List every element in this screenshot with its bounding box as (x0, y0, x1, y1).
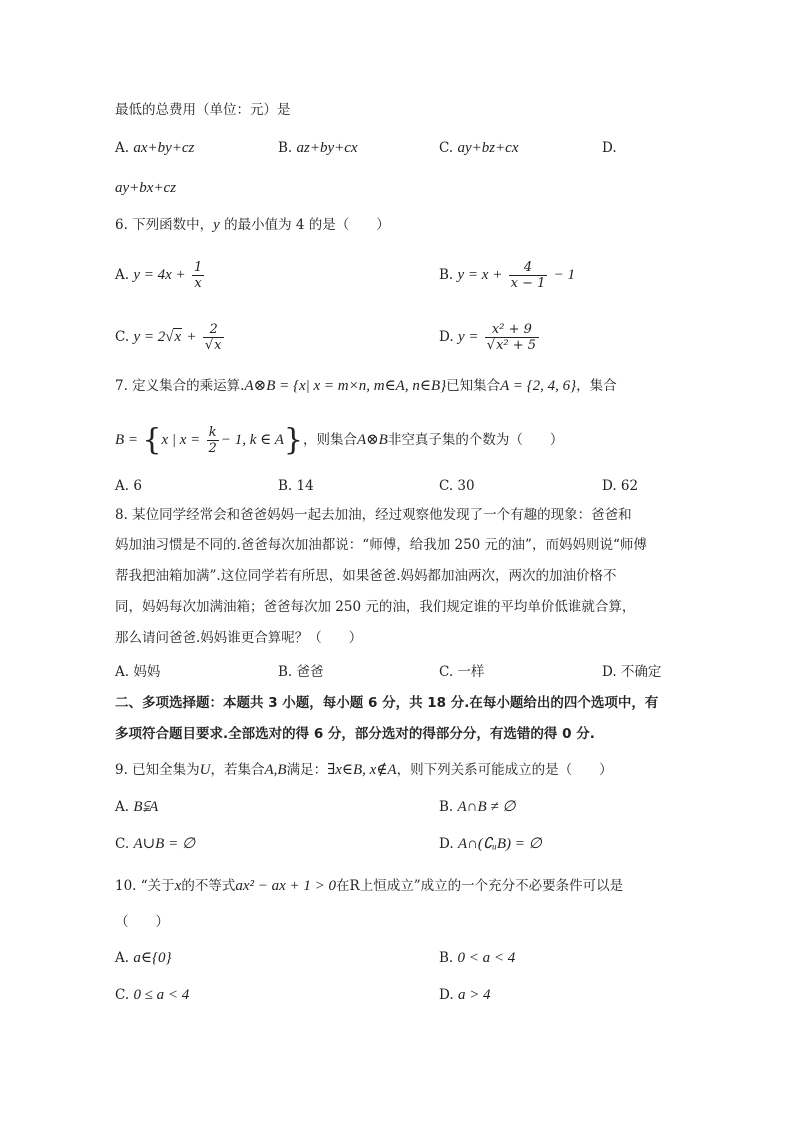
section2-instructions-line2: 多项符合题目要求.全部选对的得 6 分，部分选对的得部分分，有选错的得 0 分. (115, 726, 595, 742)
q9-stem-mid: ，若集合 (210, 762, 265, 778)
q9-option-b (439, 797, 515, 817)
q5-option-d-expr: ay+bx+cz (115, 180, 177, 196)
q6-stem-pre: 6. 下列函数中， (115, 217, 214, 233)
q9-option-b-expr: A∩B ≠ ∅ (457, 799, 516, 815)
q7-stem-line1 (115, 376, 617, 396)
q6-option-c-radicand: x (174, 329, 182, 345)
q10-option-d-label: D. (439, 987, 454, 1003)
q7-set-b-lhs: B = (115, 432, 139, 448)
q6-option-c-plus: + (186, 329, 197, 345)
q5-option-b (278, 138, 358, 158)
q6-option-b-num: 4 (523, 260, 533, 275)
q9-condition: ∃x∈B, x∉A (327, 762, 397, 778)
q10-option-a-label: A. (115, 950, 130, 966)
q6-option-a-fraction (192, 260, 204, 291)
q8-line-3: 帮我把油箱加满”.这位同学若有所思，如果爸爸.妈妈都加油两次，两次的加油价格不 (115, 568, 617, 584)
q6-option-d-label: D. (439, 329, 454, 345)
q6-option-d (439, 322, 541, 353)
q5-option-a-expr: ax+by+cz (133, 140, 195, 156)
q10-option-d-expr: a > 4 (457, 987, 491, 1003)
q7-set-b-tail: − 1, k ∈ A (220, 432, 284, 448)
q10-var: x (174, 878, 182, 894)
q6-option-c-lhs: y = 2 (133, 329, 166, 345)
q7-set-b-den: 2 (208, 441, 217, 456)
q9-option-d-label: D. (439, 836, 454, 852)
q7-stem-mid: 已知集合 (446, 378, 501, 394)
q5-option-b-label: B. (278, 140, 293, 156)
q10-option-c-expr: 0 ≤ a < 4 (133, 987, 190, 1003)
q9-stem (115, 760, 613, 780)
q7-option-d: D. 62 (602, 478, 639, 494)
q6-option-c-den: x (214, 338, 222, 353)
q8-line-4: 同，妈妈每次加满油箱；爸爸每次加 250 元的油，我们规定谁的平均单价低谁就合算， (115, 599, 636, 615)
q10-option-b-expr: 0 < a < 4 (457, 950, 516, 966)
q5-option-b-expr: az+by+cx (296, 140, 358, 156)
q5-option-c-expr: ay+bz+cx (457, 140, 519, 156)
q7-option-b: B. 14 (278, 478, 314, 494)
q7-definition: A⊗B = {x| x = m×n, m∈A, n∈B} (244, 378, 447, 394)
q6-option-c-fraction: $\frac{2}{√x}$ (203, 322, 225, 353)
q6-option-d-fraction: $\frac{\text{x² + 9}}{\text{√x² + 5}}$ (485, 322, 539, 353)
q6-stem-var: y (213, 217, 220, 233)
q7-set-b-fraction (207, 425, 219, 456)
q9-stem-mid2: 满足： (286, 762, 328, 778)
q9-option-b-label: B. (439, 799, 454, 815)
q10-option-d (439, 985, 491, 1005)
q6-option-c-label: C. (115, 329, 130, 345)
q6-option-b (439, 260, 575, 291)
q7-set-b-num: k (208, 425, 217, 440)
q5-option-d-label: D. (602, 140, 617, 156)
q9-option-a-label: A. (115, 799, 130, 815)
q7-line2-post: ，则集合 (302, 432, 357, 448)
q5-option-c (439, 138, 519, 158)
q9-option-c-expr: A∪B = ∅ (133, 836, 196, 852)
q9-option-d (439, 834, 542, 854)
q10-option-a (115, 948, 171, 968)
q5-option-a (115, 138, 194, 158)
q9-option-c-label: C. (115, 836, 130, 852)
q7-stem-post: ，集合 (576, 378, 617, 394)
q9-option-a (115, 797, 158, 817)
q6-option-a (115, 260, 206, 291)
q9-option-a-expr: B⫋A (133, 799, 159, 815)
q6-option-a-num: 1 (193, 260, 203, 275)
q8-line-2: 妈加油习惯是不同的.爸爸每次加油都说：“师傅，给我加 250 元的油”，而妈妈则说“师傅 (115, 537, 647, 553)
q8-option-d: D. 不确定 (602, 664, 662, 680)
q6-stem (115, 215, 390, 235)
q6-option-a-lhs: y = 4x + (133, 267, 186, 283)
q8-option-c: C. 一样 (439, 664, 485, 680)
q6-stem-post: 的最小值为 4 的是（ ） (219, 217, 390, 233)
q7-set-a: A = {2, 4, 6} (500, 378, 577, 394)
q7-option-c: C. 30 (439, 478, 475, 494)
q10-option-a-expr: a∈{0} (133, 950, 172, 966)
q6-option-c: C. y = 2√x + $\frac{2}{√x}$ (115, 322, 226, 353)
q8-option-a: A. 妈妈 (115, 664, 161, 680)
q9-option-d-expr: A∩(∁ᵤB) = ∅ (457, 836, 542, 852)
q10-option-c-label: C. (115, 987, 130, 1003)
q7-product: A⊗B (356, 432, 388, 448)
q10-inequality: ax² − ax + 1 > 0 (235, 878, 337, 894)
q7-stem-pre: 7. 定义集合的乘运算. (115, 378, 245, 394)
q10-option-b (439, 948, 515, 968)
q5-option-a-label: A. (115, 140, 130, 156)
q10-option-c (115, 985, 189, 1005)
q8-line-1: 8. 某位同学经常会和爸爸妈妈一起去加油，经过观察他发现了一个有趣的现象：爸爸和 (115, 507, 632, 523)
section2-instructions-line1: 二、多项选择题：本题共 3 小题，每小题 6 分，共 18 分.在每小题给出的四个选项中，有 (115, 695, 659, 711)
q8-option-b: B. 爸爸 (278, 664, 324, 680)
q7-option-a: A. 6 (115, 478, 142, 494)
q6-option-b-label: B. (439, 267, 454, 283)
q10-stem-pre: 10. “关于 (115, 878, 175, 894)
q10-stem-post: 在R上恒成立”成立的一个充分不必要条件可以是 (336, 878, 624, 894)
q7-line2-end: 非空真子集的个数为（ ） (387, 432, 564, 448)
q6-option-c-num: 2 (209, 322, 218, 337)
q10-paren: （ ） (115, 914, 169, 930)
q6-option-b-fraction (509, 260, 548, 291)
q10-stem-mid: 的不等式 (181, 878, 236, 894)
q6-option-a-label: A. (115, 267, 130, 283)
q10-stem (115, 876, 623, 896)
q6-option-b-tail: − 1 (553, 267, 576, 283)
q9-option-c (115, 834, 195, 854)
q6-option-b-den: x − 1 (510, 276, 546, 291)
q6-option-d-den: x² + 5 (496, 338, 537, 353)
q6-option-d-num: x² + 9 (491, 322, 532, 337)
q10-option-b-label: B. (439, 950, 454, 966)
q9-universal-set: U (199, 762, 211, 778)
q5-option-c-label: C. (439, 140, 454, 156)
q6-option-a-den: x (192, 275, 204, 291)
q9-sets: A,B (264, 762, 287, 778)
q8-line-5: 那么请问爸爸.妈妈谁更合算呢？（ ） (115, 630, 363, 646)
q9-stem-pre: 9. 已知全集为 (115, 762, 200, 778)
q9-stem-post: ，则下列关系可能成立的是（ ） (396, 762, 613, 778)
q7-set-b-inner: x | x = (161, 432, 201, 448)
q6-option-b-lhs: y = x + (457, 267, 503, 283)
q6-option-d-lhs: y = (457, 329, 479, 345)
q7-stem-line2: B = {x | x = $\frac{k}{2}$ − 1, k ∈ A}，则集合A⊗B非空真子集的个数为（ ） (115, 422, 564, 458)
q5-stem-tail: 最低的总费用（单位：元）是 (115, 102, 291, 118)
